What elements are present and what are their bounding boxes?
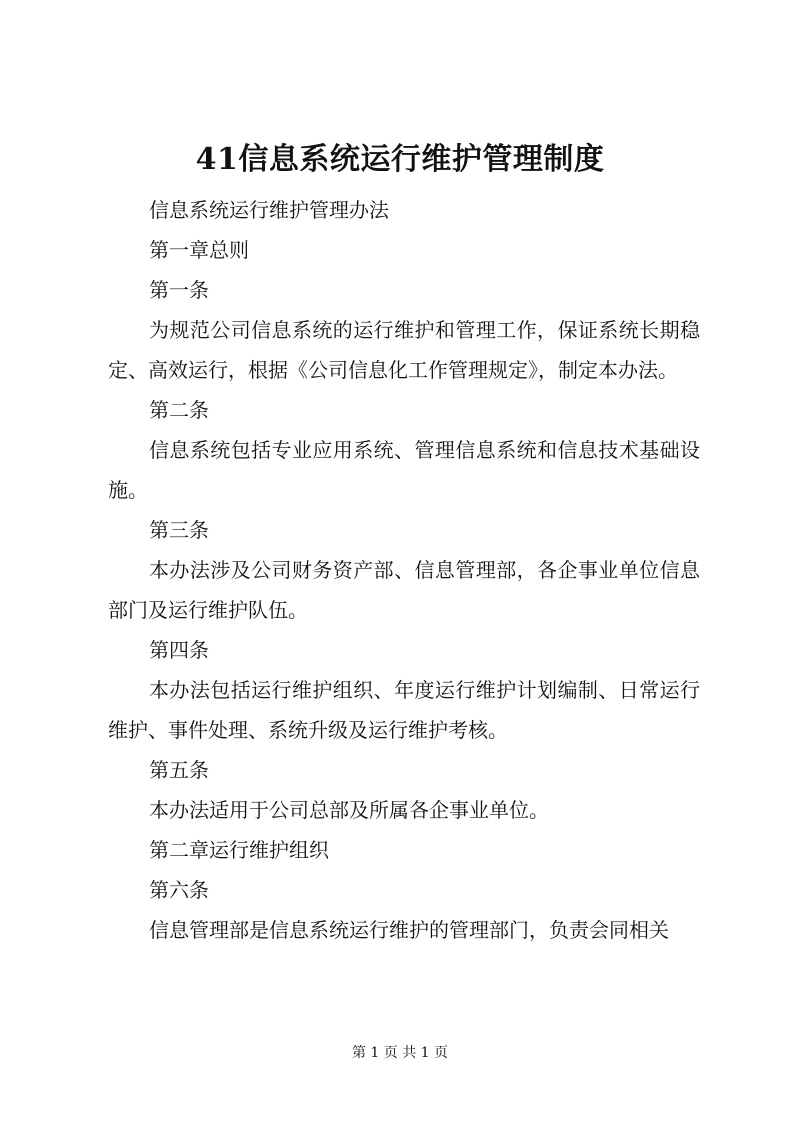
- paragraph: 本办法适用于公司总部及所属各企事业单位。: [149, 798, 549, 822]
- document-body: [108, 190, 700, 950]
- paragraph: 本办法涉及公司财务资产部、信息管理部，各企事业单位信息部门及运行维护队伍。: [108, 558, 700, 622]
- paragraph: 信息系统包括专业应用系统、管理信息系统和信息技术基础设施。: [108, 438, 700, 502]
- article-heading: 第四条: [149, 638, 209, 662]
- article-heading: 第三条: [149, 518, 209, 542]
- page-footer: 第 1 页 共 1 页: [351, 1045, 449, 1061]
- paragraph: 为规范公司信息系统的运行维护和管理工作，保证系统长期稳定、高效运行，根据《公司信息化工作管理规定》，制定本办法。: [108, 318, 700, 382]
- paragraph: 信息系统运行维护管理办法: [149, 198, 389, 222]
- article-heading: 第二条: [149, 398, 209, 422]
- paragraph: 本办法包括运行维护组织、年度运行维护计划编制、日常运行维护、事件处理、系统升级及运行维护考核。: [108, 678, 700, 742]
- article-heading: 第六条: [149, 878, 209, 902]
- chapter-heading: 第二章运行维护组织: [149, 838, 329, 862]
- article-heading: 第五条: [149, 758, 209, 782]
- paragraph: 信息管理部是信息系统运行维护的管理部门，负责会同相关: [149, 918, 669, 942]
- article-heading: 第一条: [149, 278, 209, 302]
- chapter-heading: 第一章总则: [149, 238, 249, 262]
- page-title: 41信息系统运行维护管理制度: [195, 142, 605, 177]
